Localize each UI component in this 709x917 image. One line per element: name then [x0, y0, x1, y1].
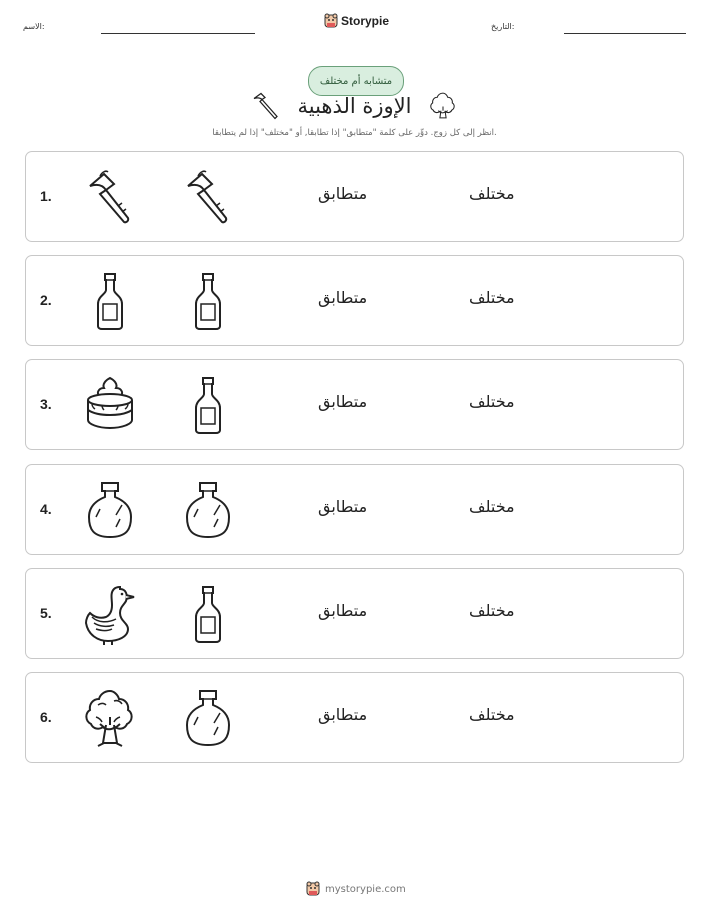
- different-option[interactable]: مختلف: [469, 288, 515, 308]
- date-label: التاريخ:: [491, 22, 515, 31]
- flask-icon: [80, 479, 140, 541]
- row-number: 5.: [40, 604, 52, 621]
- flask-icon: [178, 687, 238, 749]
- date-line[interactable]: [564, 33, 686, 34]
- name-line[interactable]: [101, 33, 255, 34]
- same-option[interactable]: متطابق: [318, 184, 368, 203]
- category-badge: متشابه أم مختلف: [308, 66, 404, 96]
- bottle-icon: [178, 583, 238, 645]
- bottle-icon: [178, 270, 238, 332]
- pair-card: [25, 568, 684, 659]
- pair-card: [25, 672, 684, 763]
- pair-card: [25, 255, 684, 346]
- goose-icon: [80, 583, 140, 645]
- axe-icon: [80, 166, 140, 228]
- axe-icon: [251, 90, 281, 122]
- different-option[interactable]: مختلف: [469, 184, 515, 203]
- brand-logo: [324, 13, 389, 29]
- storypie-mascot-icon: [324, 13, 338, 29]
- bottle-icon: [80, 270, 140, 332]
- row-number: 4.: [40, 500, 52, 517]
- tree-icon: [80, 687, 140, 749]
- different-option[interactable]: مختلف: [469, 496, 515, 516]
- storypie-mascot-icon: [306, 881, 320, 897]
- instruction-text: انظر إلى كل زوج. دوِّر على كلمة "متطابق" إذا تطابقا, أو "مختلف" إذا لم يتطابقا.: [212, 128, 497, 138]
- same-option[interactable]: متطابق: [318, 600, 368, 620]
- row-number: 2.: [40, 292, 52, 309]
- flask-icon: [178, 479, 238, 541]
- same-option[interactable]: متطابق: [318, 288, 368, 308]
- footer-url[interactable]: mystorypie.com: [325, 883, 406, 895]
- row-number: 3.: [40, 396, 52, 413]
- footer: [306, 881, 406, 897]
- different-option[interactable]: مختلف: [469, 392, 515, 412]
- same-option[interactable]: متطابق: [318, 496, 368, 516]
- tree-icon: [427, 90, 459, 122]
- different-option[interactable]: مختلف: [469, 600, 515, 620]
- row-number: 1.: [40, 188, 52, 204]
- bottle-icon: [178, 374, 238, 436]
- same-option[interactable]: متطابق: [318, 705, 368, 724]
- cake-icon: [80, 374, 140, 436]
- brand-name: Storypie: [341, 14, 390, 28]
- pair-card: [25, 464, 684, 555]
- pair-card: [25, 359, 684, 450]
- row-number: 6.: [40, 709, 52, 725]
- worksheet-title: الإوزة الذهبية: [297, 94, 412, 118]
- same-option[interactable]: متطابق: [318, 392, 368, 412]
- name-label: الاسم:: [23, 22, 45, 31]
- axe-icon: [178, 166, 238, 228]
- pair-card: [25, 151, 684, 242]
- different-option[interactable]: مختلف: [469, 705, 515, 724]
